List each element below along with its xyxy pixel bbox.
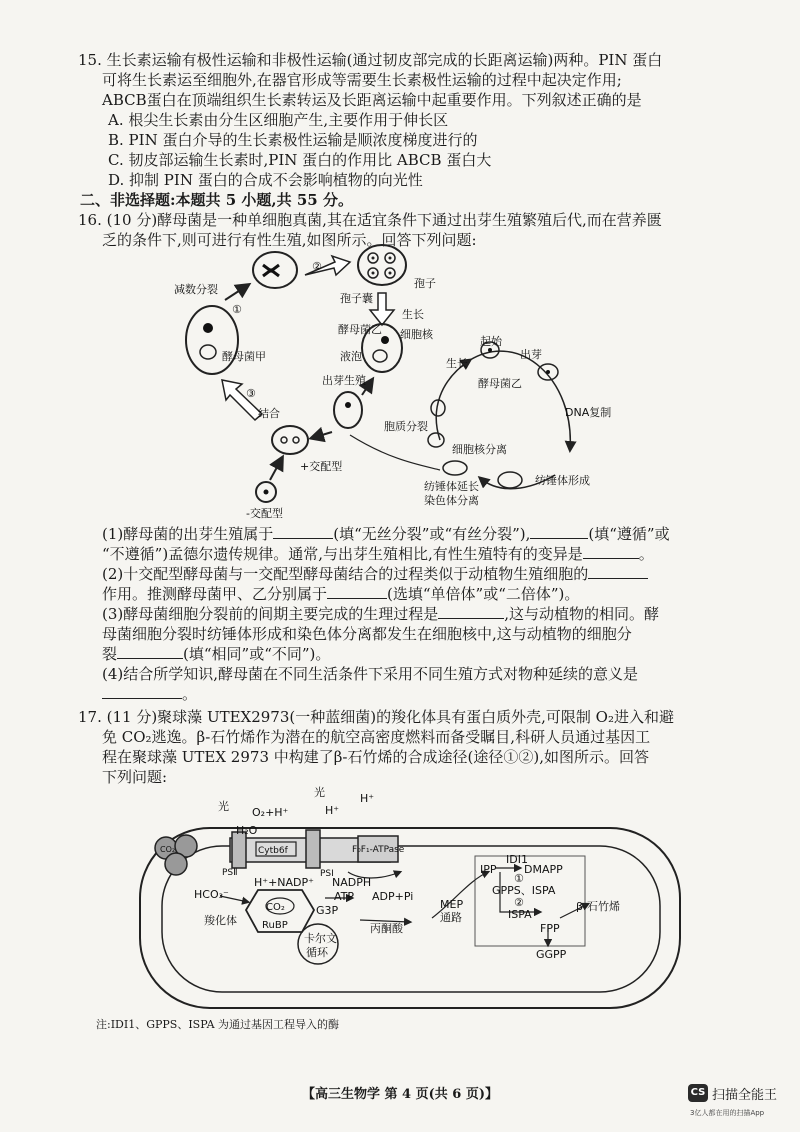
label-growth: 生长: [402, 308, 424, 321]
label-o2-h: O₂+H⁺: [252, 806, 289, 819]
q16-1-text-d: “不遵循”)孟德尔遗传规律。通常,与出芽生殖相比,有性生殖特有的变异是: [102, 545, 583, 563]
q16-3-text-d: 裂: [102, 645, 118, 663]
q15-stem-line-3: ABCB蛋白在顶端组织生长素转运及长距离运输中起重要作用。下列叙述正确的是: [102, 91, 642, 109]
label-spindle-elongation: 纺锤体延长: [424, 480, 479, 493]
scanner-app-tagline: 3亿人都在用的扫描App: [690, 1109, 765, 1117]
label-beta-caryophyllene: β-石竹烯: [576, 900, 620, 913]
page-footer: 【高三生物学 第 4 页(共 6 页)】: [301, 1087, 499, 1102]
label-circle-3: ③: [246, 387, 256, 400]
label-h-nadp: H⁺+NADP⁺: [254, 876, 314, 889]
label-carboxysome: 羧化体: [204, 914, 237, 927]
label-budding: 出芽: [520, 348, 542, 361]
label-nuclear-separation: 细胞核分离: [452, 443, 507, 456]
section-heading: 二、非选择题:本题共 5 小题,共 55 分。: [80, 191, 353, 209]
label-vacuole: 液泡: [340, 350, 362, 363]
label-gpps-ispa: GPPS、ISPA: [492, 884, 556, 897]
q16-2-text-b: 作用。推测酵母菌甲、乙分别属于: [102, 585, 328, 603]
label-spore-sac: 孢子囊: [340, 292, 373, 305]
label-cytokinesis: 胞质分裂: [384, 420, 428, 433]
label-adp-pi: ADP+Pi: [372, 890, 414, 903]
label-yeast-a: 酵母菌甲: [222, 350, 266, 363]
label-growth-2: 生长: [446, 357, 468, 370]
label-meiosis: 减数分裂: [174, 283, 218, 296]
q16-3-text-b: ,这与动植物的相同。酵: [504, 605, 660, 623]
label-fpp: FPP: [540, 922, 560, 935]
q15-option-d: D. 抑制 PIN 蛋白的合成不会影响植物的向光性: [108, 171, 423, 189]
q16-1-text-a: (1)酵母菌的出芽生殖属于: [102, 525, 274, 543]
label-idi1: IDI1: [506, 853, 528, 866]
q17-intro-line-3: 程在聚球藻 UTEX 2973 中构建了β-石竹烯的合成途径(途径①②),如图所示。回答: [102, 748, 649, 766]
label-dna-replication: DNA复制: [565, 406, 612, 419]
label-pyruvate: 丙酮酸: [370, 922, 403, 935]
label-fusion: 结合: [258, 407, 280, 420]
label-psii: PSⅡ: [222, 868, 238, 878]
label-ispa: ISPA: [508, 908, 532, 921]
label-atpase: F₀F₁-ATPase: [352, 845, 405, 855]
label-atp: ATP: [334, 890, 355, 903]
psii-complex: [232, 832, 246, 868]
label-h-plus-1: H⁺: [325, 804, 340, 817]
label-mep-2: 通路: [440, 911, 462, 924]
label-yeast-b: 酵母菌乙: [338, 323, 382, 336]
q15-option-b: B. PIN 蛋白介导的生长素极性运输是顺浓度梯度进行的: [108, 131, 478, 149]
label-light-2: 光: [314, 786, 325, 799]
q16-intro-line-1: 16. (10 分)酵母菌是一种单细胞真菌,其在适宜条件下通过出芽生殖繁殖后代,而在营养匮: [78, 211, 662, 229]
label-light-1: 光: [218, 800, 229, 813]
label-ggpp: GGPP: [536, 948, 567, 961]
label-hco3: HCO₃⁻: [194, 888, 229, 901]
label-h-plus-2: H⁺: [360, 792, 375, 805]
label-circle-2: ②: [312, 260, 322, 273]
q16-2-text-c: (选填“单倍体”或“二倍体”)。: [387, 585, 580, 603]
q16-intro-line-2: 乏的条件下,则可进行有性生殖,如图所示。回答下列问题:: [102, 231, 477, 249]
label-plus-mating: +交配型: [300, 460, 343, 473]
q16-sub-3-line-2: 母菌细胞分裂时纺锤体形成和染色体分离都发生在细胞核中,这与动植物的细胞分: [102, 625, 632, 643]
q17-note: 注:IDI1、GPPS、ISPA 为通过基因工程导入的酶: [96, 1018, 340, 1031]
scanner-logo-badge: CS: [688, 1084, 708, 1102]
q17-intro-line-1: 17. (11 分)聚球藻 UTEX2973(一种蓝细菌)的羧化体具有蛋白质外壳,可限制 O₂进入和避: [78, 708, 674, 726]
label-ipp: IPP: [480, 863, 497, 876]
label-calvin-2: 循环: [306, 946, 328, 959]
label-rubp: RuBP: [262, 920, 288, 931]
label-g3p: G3P: [316, 904, 339, 917]
q16-1-text-b: (填“无丝分裂”或“有丝分裂”),: [333, 525, 531, 543]
label-co2-inside: CO₂: [266, 902, 285, 913]
q17-intro-line-2: 免 CO₂逃逸。β-石竹烯作为潜在的航空高密度燃料而备受瞩目,科研人员通过基因工: [102, 728, 651, 746]
scanner-app-name: 扫描全能王: [712, 1088, 778, 1103]
q16-sub-4-line-1: (4)结合所学知识,酵母菌在不同生活条件下采用不同生殖方式对物种延续的意义是: [102, 665, 639, 683]
label-yeast-b-2: 酵母菌乙: [478, 377, 522, 390]
label-spore: 孢子: [414, 277, 436, 290]
label-co2-outside: CO₂: [160, 845, 176, 854]
q15-stem-line-1: 15. 生长素运输有极性运输和非极性运输(通过韧皮部完成的长距离运输)两种。PIN 蛋白: [78, 51, 663, 69]
label-start: 起始: [480, 335, 502, 348]
q16-1-text-c: (填“遵循”或: [588, 525, 670, 543]
q16-3-text-e: (填“相同”或“不同”)。: [183, 645, 331, 663]
label-circle-1: ①: [232, 303, 242, 316]
q16-4-text-b: 。: [182, 685, 198, 703]
q16-1-text-e: 。: [638, 545, 654, 563]
label-path-circle-1: ①: [514, 872, 524, 885]
label-spindle-formation: 纺锤体形成: [535, 474, 590, 487]
q15-option-c: C. 韧皮部运输生长素时,PIN 蛋白的作用比 ABCB 蛋白大: [108, 151, 492, 169]
label-cytb6f: Cytb6f: [258, 846, 288, 856]
q17-intro-line-4: 下列问题:: [102, 768, 168, 786]
label-path-circle-2: ②: [514, 896, 524, 909]
q16-2-text-a: (2)十交配型酵母菌与一交配型酵母菌结合的过程类似于动植物生殖细胞的: [102, 565, 589, 583]
q16-3-text-a: (3)酵母菌细胞分裂前的间期主要完成的生理过程是: [102, 605, 439, 623]
q15-stem-line-2: 可将生长素运至细胞外,在器官形成等需要生长素极性运输的过程中起决定作用;: [102, 71, 622, 89]
label-mep-1: MEP: [440, 898, 464, 911]
label-budding-reproduction: 出芽生殖: [322, 374, 366, 387]
label-dmapp: DMAPP: [524, 863, 563, 876]
label-minus-mating: -交配型: [246, 507, 283, 520]
psi-complex: [306, 830, 320, 868]
label-nadph: NADPH: [332, 876, 372, 889]
label-psi: PSⅠ: [320, 869, 334, 879]
q15-option-a: A. 根尖生长素由分生区细胞产生,主要作用于伸长区: [108, 111, 449, 129]
label-h2o: H₂O: [236, 824, 258, 837]
label-calvin-1: 卡尔文: [304, 932, 337, 945]
label-nucleus: 细胞核: [400, 328, 433, 341]
label-chromosome-separation: 染色体分离: [424, 494, 479, 507]
